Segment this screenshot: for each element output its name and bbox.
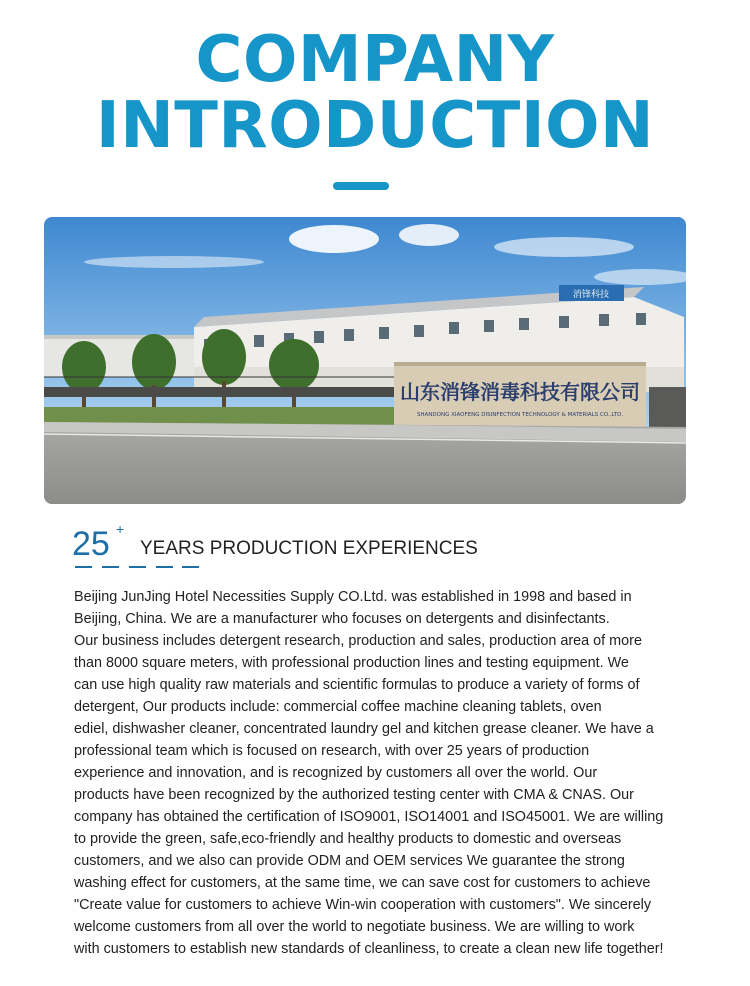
years-number: 25 <box>72 525 110 563</box>
paragraph-line: to provide the green, safe,eco-friendly and healthy products to domestic and overseas <box>74 831 622 847</box>
dash-divider <box>75 566 199 569</box>
paragraph-line: experience and innovation, and is recognized by customers all over the world. Our <box>74 765 598 781</box>
paragraph-line: products have been recognized by the authorized testing center with CMA & CNAS. Our <box>74 787 634 803</box>
building-sign: 山东消锋消毒科技有限公司 <box>400 380 640 404</box>
paragraph-line: washing effect for customers, at the same time, we can save cost for customers to achieve <box>74 875 651 891</box>
paragraph-line: Beijing, China. We are a manufacturer who focuses on detergents and disinfectants. <box>74 611 610 627</box>
paragraph-line: "Create value for customers to achieve Win-win cooperation with customers". We sincerely <box>74 897 652 913</box>
paragraph-line: Beijing JunJing Hotel Necessities Supply CO.Ltd. was established in 1998 and based in <box>74 589 632 605</box>
paragraph-line: customers, and we also can provide ODM and OEM services We guarantee the strong <box>74 853 625 869</box>
paragraph-line: company has obtained the certification of ISO9001, ISO14001 and ISO45001. We are willing <box>74 809 664 825</box>
roof-sign: 消锋科技 <box>572 290 610 300</box>
paragraph-line: welcome customers from all over the world to negotiate business. We are willing to work <box>74 919 635 935</box>
paragraph-line: Our business includes detergent research, production and sales, production area of more <box>74 633 642 649</box>
paragraph-line: with customers to establish new standards of cleanliness, to create a clean new life together! <box>74 941 664 957</box>
building-sign-en: SHANDONG XIAOFENG DISINFECTION TECHNOLOGY & MATERIALS CO.,LTD. <box>416 412 624 418</box>
years-label: YEARS PRODUCTION EXPERIENCES <box>140 538 478 559</box>
page-title-line2: INTRODUCTION <box>95 89 655 163</box>
paragraph-line: ediel, dishwasher cleaner, concentrated laundry gel and kitchen grease cleaner. We have a <box>74 721 654 737</box>
paragraph-line: than 8000 square meters, with professional production lines and testing equipment. We <box>74 655 629 671</box>
paragraph-line: professional team which is focused on research, with over 25 years of production <box>74 743 590 759</box>
factory-photo <box>44 217 686 504</box>
paragraph-line: detergent, Our products include: commercial coffee machine cleaning tablets, oven <box>74 699 602 715</box>
years-plus: + <box>116 521 125 537</box>
title-underline <box>333 182 389 190</box>
company-description <box>74 586 674 960</box>
page-title-line1: COMPANY <box>195 23 555 97</box>
paragraph-line: can use high quality raw materials and scientific formulas to produce a variety of forms of <box>74 677 640 693</box>
